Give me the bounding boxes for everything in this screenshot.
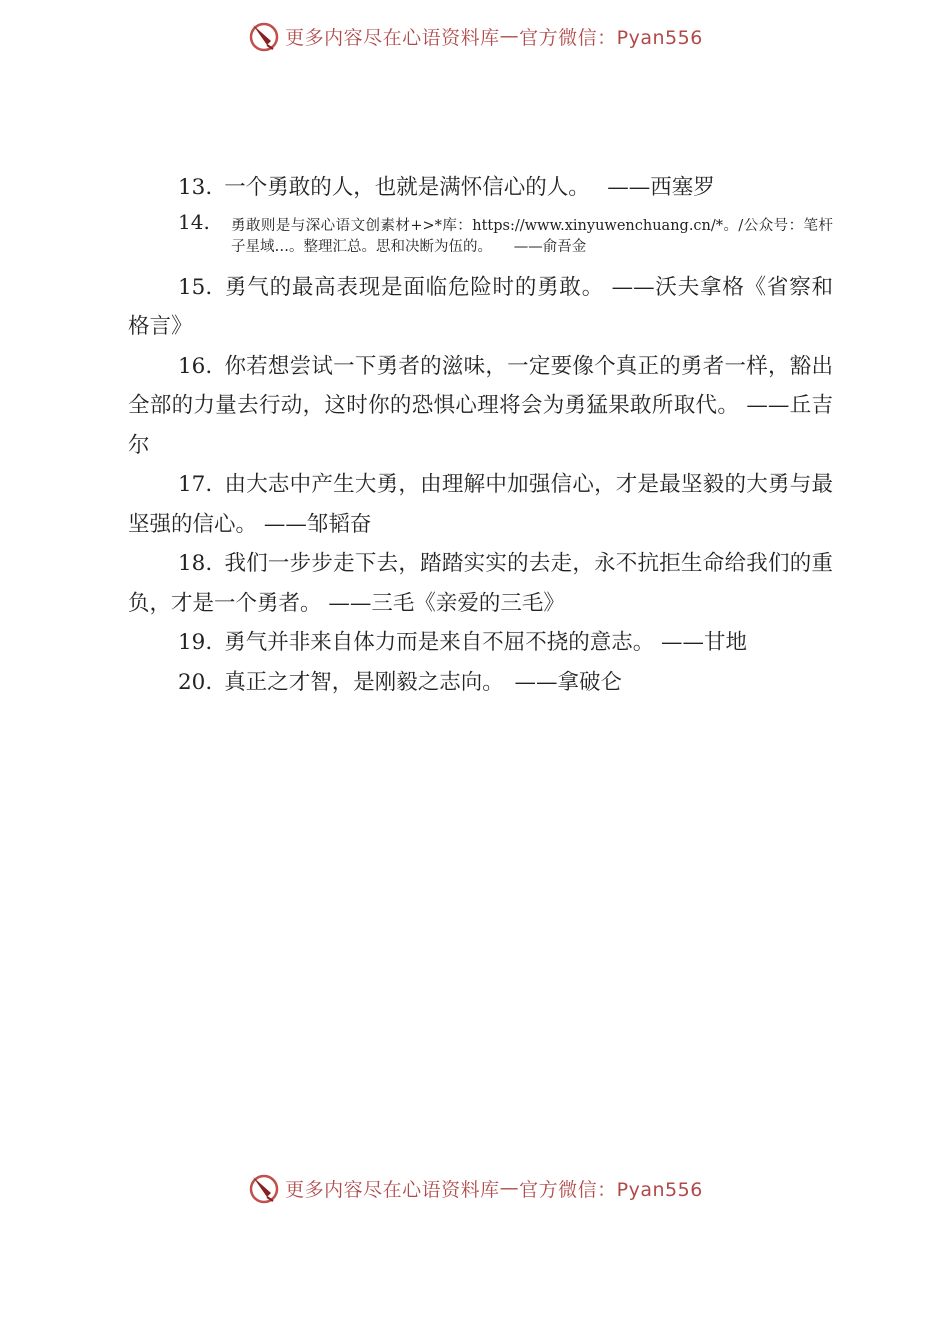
quote-number: 17.	[178, 472, 213, 497]
quote-item	[128, 465, 833, 544]
quote-number: 20.	[178, 669, 213, 695]
quote-text: 勇敢则是与深心语文创素材+>*库：https://www.xinyuwenchuang.cn/*。/公众号：笔杆子星域…。整理汇总。思和决断为伍的。 ——俞吾金	[231, 217, 833, 255]
quote-item	[128, 623, 833, 663]
quote-item	[128, 544, 833, 623]
quote-list	[128, 168, 833, 702]
quote-item	[128, 268, 833, 347]
quote-text: 我们一步步走下去，踏踏实实的去走，永不抗拒生命给我们的重负，才是一个勇者。 ——三毛《亲爱的三毛》	[128, 551, 833, 616]
quote-item	[128, 168, 833, 208]
quote-text: 一个勇敢的人，也就是满怀信心的人。 ——西塞罗	[224, 175, 715, 200]
quote-number: 13.	[178, 175, 213, 200]
pen-logo-icon	[247, 1171, 281, 1205]
quote-number: 16.	[178, 353, 213, 379]
banner-separator: —	[499, 1177, 520, 1199]
banner-wechat: 官方微信：Pyan556	[519, 1178, 703, 1201]
quote-item	[128, 209, 833, 258]
quote-number: 14.	[178, 209, 210, 234]
quote-number: 19.	[178, 630, 213, 655]
pen-logo-icon	[247, 19, 281, 53]
quote-text: 你若想尝试一下勇者的滋味，一定要像个真正的勇者一样，豁出全部的力量去行动，这时你的恐惧心理将会为勇猛果敢所取代。 ——丘吉尔	[128, 353, 833, 458]
header-banner	[0, 16, 950, 56]
banner-title: 更多内容尽在心语资料库	[285, 1178, 500, 1201]
quote-text: 勇气并非来自体力而是来自不屈不挠的意志。 ——甘地	[224, 630, 748, 655]
banner-separator: —	[499, 25, 520, 47]
footer-banner	[0, 1168, 950, 1208]
banner-wechat: 官方微信：Pyan556	[519, 26, 703, 49]
quote-text: 勇气的最高表现是面临危险时的勇敢。 ——沃夫拿格《省察和格言》	[128, 274, 833, 339]
quote-number: 15.	[178, 274, 213, 300]
banner-title: 更多内容尽在心语资料库	[285, 26, 500, 49]
quote-item	[128, 347, 833, 466]
quote-text: 真正之才智，是刚毅之志向。 ——拿破仑	[224, 669, 622, 695]
quote-item	[128, 663, 833, 703]
quote-text: 由大志中产生大勇，由理解中加强信心，才是最坚毅的大勇与最坚强的信心。 ——邹韬奋	[128, 472, 833, 537]
quote-number: 18.	[178, 551, 213, 576]
